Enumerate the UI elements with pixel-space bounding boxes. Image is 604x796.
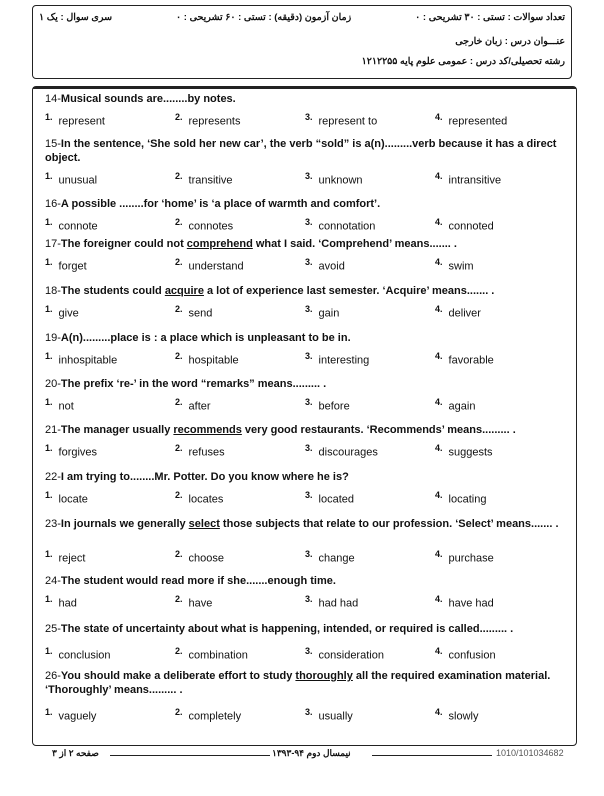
question-stem-start: The students could xyxy=(60,285,165,297)
option-number: 3. xyxy=(305,646,313,656)
option-label: unknown xyxy=(318,174,363,187)
question-number: 26- xyxy=(45,670,61,682)
answer-options xyxy=(45,304,565,320)
question-stem-end: very good restaurants. ‘Recommends’ means......... . xyxy=(241,424,516,436)
option-number: 2. xyxy=(175,707,183,717)
option-label: hospitable xyxy=(188,354,239,367)
option-label: reject xyxy=(58,552,86,565)
option-label: represent to xyxy=(318,115,378,128)
field-code: رشته تحصیلی/کد درس : عمومی علوم پایه ۱۲۱۲۲۵۵ xyxy=(361,56,565,67)
answer-option-1[interactable] xyxy=(45,304,175,320)
question-stem-start: The foreigner could not xyxy=(60,238,187,250)
option-label: connotation xyxy=(318,220,376,233)
option-label: connoted xyxy=(448,220,494,233)
option-label: understand xyxy=(188,260,244,273)
question-block xyxy=(45,137,565,187)
option-label: favorable xyxy=(448,354,494,367)
option-number: 1. xyxy=(45,707,53,717)
question-block xyxy=(45,237,565,273)
question-text xyxy=(45,517,565,531)
answer-option-4[interactable] xyxy=(435,707,565,723)
question-count: تعداد سوالات : تستی : ۳۰ تشریحی : ۰ xyxy=(415,12,565,23)
answer-option-1[interactable] xyxy=(45,397,175,413)
option-label: locates xyxy=(188,493,224,506)
option-number: 2. xyxy=(175,171,183,181)
question-text xyxy=(45,197,565,211)
option-number: 2. xyxy=(175,217,183,227)
answer-option-4[interactable] xyxy=(435,443,565,459)
option-number: 4. xyxy=(435,397,443,407)
option-number: 4. xyxy=(435,304,443,314)
option-number: 1. xyxy=(45,594,53,604)
question-stem-end: what I said. ‘Comprehend’ means....... . xyxy=(252,238,457,250)
question-number: 17- xyxy=(45,238,61,250)
answer-option-3[interactable] xyxy=(305,351,435,367)
option-number: 1. xyxy=(45,549,53,559)
question-number: 24- xyxy=(45,575,61,587)
page-number: صفحه ۲ از ۳ xyxy=(52,748,99,758)
option-number: 3. xyxy=(305,443,313,453)
question-block xyxy=(45,197,565,233)
option-number: 4. xyxy=(435,490,443,500)
question-text xyxy=(45,331,565,345)
page-footer xyxy=(32,748,577,762)
option-label: refuses xyxy=(188,446,225,459)
top-rule xyxy=(33,87,576,89)
option-label: deliver xyxy=(448,307,481,320)
answer-option-2[interactable] xyxy=(175,351,305,367)
option-label: connote xyxy=(58,220,98,233)
answer-options xyxy=(45,112,565,128)
option-number: 2. xyxy=(175,443,183,453)
answer-option-1[interactable] xyxy=(45,646,175,662)
question-block xyxy=(45,574,565,610)
option-number: 4. xyxy=(435,594,443,604)
option-label: forget xyxy=(58,260,87,273)
question-series: سری سوال : یک ۱ xyxy=(39,12,113,23)
answer-option-2[interactable] xyxy=(175,112,305,128)
answer-option-1[interactable] xyxy=(45,443,175,459)
option-number: 3. xyxy=(305,397,313,407)
answer-options xyxy=(45,549,565,565)
option-label: before xyxy=(318,400,350,413)
question-block xyxy=(45,622,565,662)
answer-option-4[interactable] xyxy=(435,351,565,367)
option-number: 1. xyxy=(45,257,53,267)
exam-code: 1010/101034682 xyxy=(496,748,564,758)
answer-option-3[interactable] xyxy=(305,217,435,233)
option-number: 4. xyxy=(435,549,443,559)
question-text xyxy=(45,92,565,106)
question-text xyxy=(45,669,565,697)
option-number: 4. xyxy=(435,646,443,656)
option-label: represents xyxy=(188,115,241,128)
option-label: send xyxy=(188,307,213,320)
option-number: 3. xyxy=(305,490,313,500)
option-number: 4. xyxy=(435,443,443,453)
option-label: locate xyxy=(58,493,88,506)
question-text xyxy=(45,423,565,437)
answer-option-2[interactable] xyxy=(175,397,305,413)
question-stem-start: You should make a deliberate effort to study xyxy=(60,670,296,682)
answer-option-3[interactable] xyxy=(305,397,435,413)
option-label: conclusion xyxy=(58,649,111,662)
option-label: had xyxy=(58,597,77,610)
option-label: locating xyxy=(448,493,487,506)
option-number: 2. xyxy=(175,490,183,500)
option-label: gain xyxy=(318,307,340,320)
question-text xyxy=(45,470,565,484)
answer-option-2[interactable] xyxy=(175,257,305,273)
question-number: 23- xyxy=(45,518,61,530)
answer-option-1[interactable] xyxy=(45,257,175,273)
answer-options xyxy=(45,646,565,662)
questions-area xyxy=(32,86,577,746)
answer-option-4[interactable] xyxy=(435,171,565,187)
option-label: confusion xyxy=(448,649,496,662)
answer-options xyxy=(45,171,565,187)
option-number: 3. xyxy=(305,217,313,227)
question-stem-start: In journals we generally xyxy=(60,518,189,530)
question-stem-end: those subjects that relate to our profession. ‘Select’ means....... . xyxy=(219,518,559,530)
option-label: suggests xyxy=(448,446,493,459)
footer-rule-right xyxy=(372,755,492,756)
question-stem-start: The manager usually xyxy=(60,424,174,436)
option-label: represented xyxy=(448,115,508,128)
question-block xyxy=(45,669,565,723)
option-label: connotes xyxy=(188,220,234,233)
question-number: 22- xyxy=(45,471,61,483)
option-number: 2. xyxy=(175,257,183,267)
answer-options xyxy=(45,707,565,723)
answer-options xyxy=(45,351,565,367)
question-number: 25- xyxy=(45,623,61,635)
option-number: 1. xyxy=(45,490,53,500)
answer-option-4[interactable] xyxy=(435,304,565,320)
question-stem: The state of uncertainty about what is happening, intended, or required is called......... . xyxy=(60,623,514,635)
question-block xyxy=(45,517,565,565)
option-label: change xyxy=(318,552,355,565)
option-label: located xyxy=(318,493,354,506)
answer-option-2[interactable] xyxy=(175,549,305,565)
answer-option-4[interactable] xyxy=(435,549,565,565)
answer-options xyxy=(45,490,565,506)
option-label: not xyxy=(58,400,74,413)
underlined-word: recommends xyxy=(173,424,242,436)
question-stem: In the sentence, ‘She sold her new car’, the verb “sold” is a(n).........verb because it has a direct object. xyxy=(45,138,557,164)
question-number: 19- xyxy=(45,332,61,344)
exam-header xyxy=(32,5,572,79)
option-number: 3. xyxy=(305,257,313,267)
question-text xyxy=(45,574,565,588)
option-label: transitive xyxy=(188,174,233,187)
answer-option-3[interactable] xyxy=(305,646,435,662)
question-stem: The student would read more if she.......enough time. xyxy=(60,575,336,587)
option-number: 1. xyxy=(45,112,53,122)
underlined-word: acquire xyxy=(164,285,204,297)
answer-option-3[interactable] xyxy=(305,112,435,128)
answer-option-3[interactable] xyxy=(305,257,435,273)
option-label: consideration xyxy=(318,649,384,662)
question-number: 14- xyxy=(45,93,61,105)
answer-option-1[interactable] xyxy=(45,171,175,187)
answer-option-3[interactable] xyxy=(305,549,435,565)
answer-option-1[interactable] xyxy=(45,112,175,128)
answer-option-4[interactable] xyxy=(435,646,565,662)
option-number: 1. xyxy=(45,646,53,656)
question-number: 16- xyxy=(45,198,61,210)
question-stem: A possible ........for ‘home’ is ‘a place of warmth and comfort’. xyxy=(60,198,381,210)
answer-option-4[interactable] xyxy=(435,594,565,610)
answer-option-3[interactable] xyxy=(305,304,435,320)
question-number: 18- xyxy=(45,285,61,297)
answer-option-3[interactable] xyxy=(305,594,435,610)
answer-option-3[interactable] xyxy=(305,490,435,506)
option-number: 1. xyxy=(45,397,53,407)
underlined-word: thoroughly xyxy=(295,670,353,682)
answer-option-1[interactable] xyxy=(45,490,175,506)
question-text xyxy=(45,377,565,391)
answer-option-2[interactable] xyxy=(175,443,305,459)
option-label: swim xyxy=(448,260,474,273)
option-label: inhospitable xyxy=(58,354,118,367)
answer-option-1[interactable] xyxy=(45,217,175,233)
option-label: usually xyxy=(318,710,353,723)
answer-option-3[interactable] xyxy=(305,443,435,459)
question-stem-end: all the required examination material. ‘Thoroughly’ means......... . xyxy=(45,670,551,696)
question-block xyxy=(45,331,565,367)
answer-option-4[interactable] xyxy=(435,397,565,413)
question-text xyxy=(45,237,565,251)
option-label: have had xyxy=(448,597,494,610)
answer-option-1[interactable] xyxy=(45,594,175,610)
option-label: slowly xyxy=(448,710,479,723)
answer-option-2[interactable] xyxy=(175,217,305,233)
answer-options xyxy=(45,397,565,413)
answer-option-4[interactable] xyxy=(435,217,565,233)
option-label: combination xyxy=(188,649,248,662)
option-number: 2. xyxy=(175,397,183,407)
exam-time: زمان آزمون (دقیقه) : تستی : ۶۰ تشریحی : ۰ xyxy=(176,12,352,23)
question-number: 20- xyxy=(45,378,61,390)
option-number: 2. xyxy=(175,112,183,122)
option-number: 1. xyxy=(45,304,53,314)
option-number: 1. xyxy=(45,351,53,361)
question-text xyxy=(45,622,565,636)
option-label: have xyxy=(188,597,213,610)
question-stem: I am trying to........Mr. Potter. Do you know where he is? xyxy=(60,471,349,483)
semester-label: نیمسال دوم ۹۴-۱۳۹۳ xyxy=(272,748,351,758)
option-number: 3. xyxy=(305,304,313,314)
option-label: interesting xyxy=(318,354,370,367)
answer-option-1[interactable] xyxy=(45,549,175,565)
question-text xyxy=(45,284,565,298)
answer-options xyxy=(45,594,565,610)
question-number: 21- xyxy=(45,424,61,436)
option-number: 4. xyxy=(435,257,443,267)
footer-rule-left xyxy=(110,755,270,756)
option-label: unusual xyxy=(58,174,98,187)
answer-option-3[interactable] xyxy=(305,171,435,187)
option-number: 2. xyxy=(175,646,183,656)
option-label: avoid xyxy=(318,260,345,273)
answer-options xyxy=(45,443,565,459)
option-label: discourages xyxy=(318,446,378,459)
answer-option-2[interactable] xyxy=(175,646,305,662)
option-label: give xyxy=(58,307,79,320)
answer-option-3[interactable] xyxy=(305,707,435,723)
option-number: 4. xyxy=(435,707,443,717)
answer-options xyxy=(45,217,565,233)
option-label: vaguely xyxy=(58,710,97,723)
option-number: 1. xyxy=(45,217,53,227)
option-label: forgives xyxy=(58,446,98,459)
question-number: 15- xyxy=(45,138,61,150)
option-number: 1. xyxy=(45,443,53,453)
answer-option-2[interactable] xyxy=(175,304,305,320)
underlined-word: comprehend xyxy=(186,238,253,250)
answer-option-4[interactable] xyxy=(435,112,565,128)
option-number: 3. xyxy=(305,171,313,181)
question-stem: The prefix ‘re-’ in the word “remarks” means......... . xyxy=(60,378,327,390)
option-number: 1. xyxy=(45,171,53,181)
option-number: 2. xyxy=(175,304,183,314)
option-number: 4. xyxy=(435,217,443,227)
option-label: again xyxy=(448,400,476,413)
question-stem: Musical sounds are........by notes. xyxy=(60,93,236,105)
option-number: 3. xyxy=(305,594,313,604)
answer-option-1[interactable] xyxy=(45,351,175,367)
option-number: 4. xyxy=(435,112,443,122)
question-block xyxy=(45,470,565,506)
option-label: purchase xyxy=(448,552,494,565)
option-label: completely xyxy=(188,710,242,723)
answer-option-2[interactable] xyxy=(175,490,305,506)
underlined-word: select xyxy=(188,518,220,530)
option-number: 2. xyxy=(175,351,183,361)
option-label: after xyxy=(188,400,211,413)
question-block xyxy=(45,92,565,128)
answer-option-2[interactable] xyxy=(175,707,305,723)
answer-option-4[interactable] xyxy=(435,257,565,273)
option-number: 4. xyxy=(435,171,443,181)
answer-option-1[interactable] xyxy=(45,707,175,723)
option-number: 3. xyxy=(305,549,313,559)
answer-option-2[interactable] xyxy=(175,594,305,610)
question-stem: A(n).........place is : a place which is unpleasant to be in. xyxy=(60,332,351,344)
answer-options xyxy=(45,257,565,273)
option-number: 3. xyxy=(305,112,313,122)
option-label: choose xyxy=(188,552,224,565)
answer-option-2[interactable] xyxy=(175,171,305,187)
answer-option-4[interactable] xyxy=(435,490,565,506)
question-text xyxy=(45,137,565,165)
option-number: 3. xyxy=(305,351,313,361)
option-number: 3. xyxy=(305,707,313,717)
course-title: عنـــوان درس : زبان خارجی xyxy=(455,36,565,47)
option-label: had had xyxy=(318,597,359,610)
option-label: represent xyxy=(58,115,105,128)
option-number: 2. xyxy=(175,594,183,604)
option-label: intransitive xyxy=(448,174,502,187)
option-number: 2. xyxy=(175,549,183,559)
question-block xyxy=(45,284,565,320)
question-block xyxy=(45,423,565,459)
question-block xyxy=(45,377,565,413)
question-stem-end: a lot of experience last semester. ‘Acquire’ means....... . xyxy=(203,285,495,297)
option-number: 4. xyxy=(435,351,443,361)
